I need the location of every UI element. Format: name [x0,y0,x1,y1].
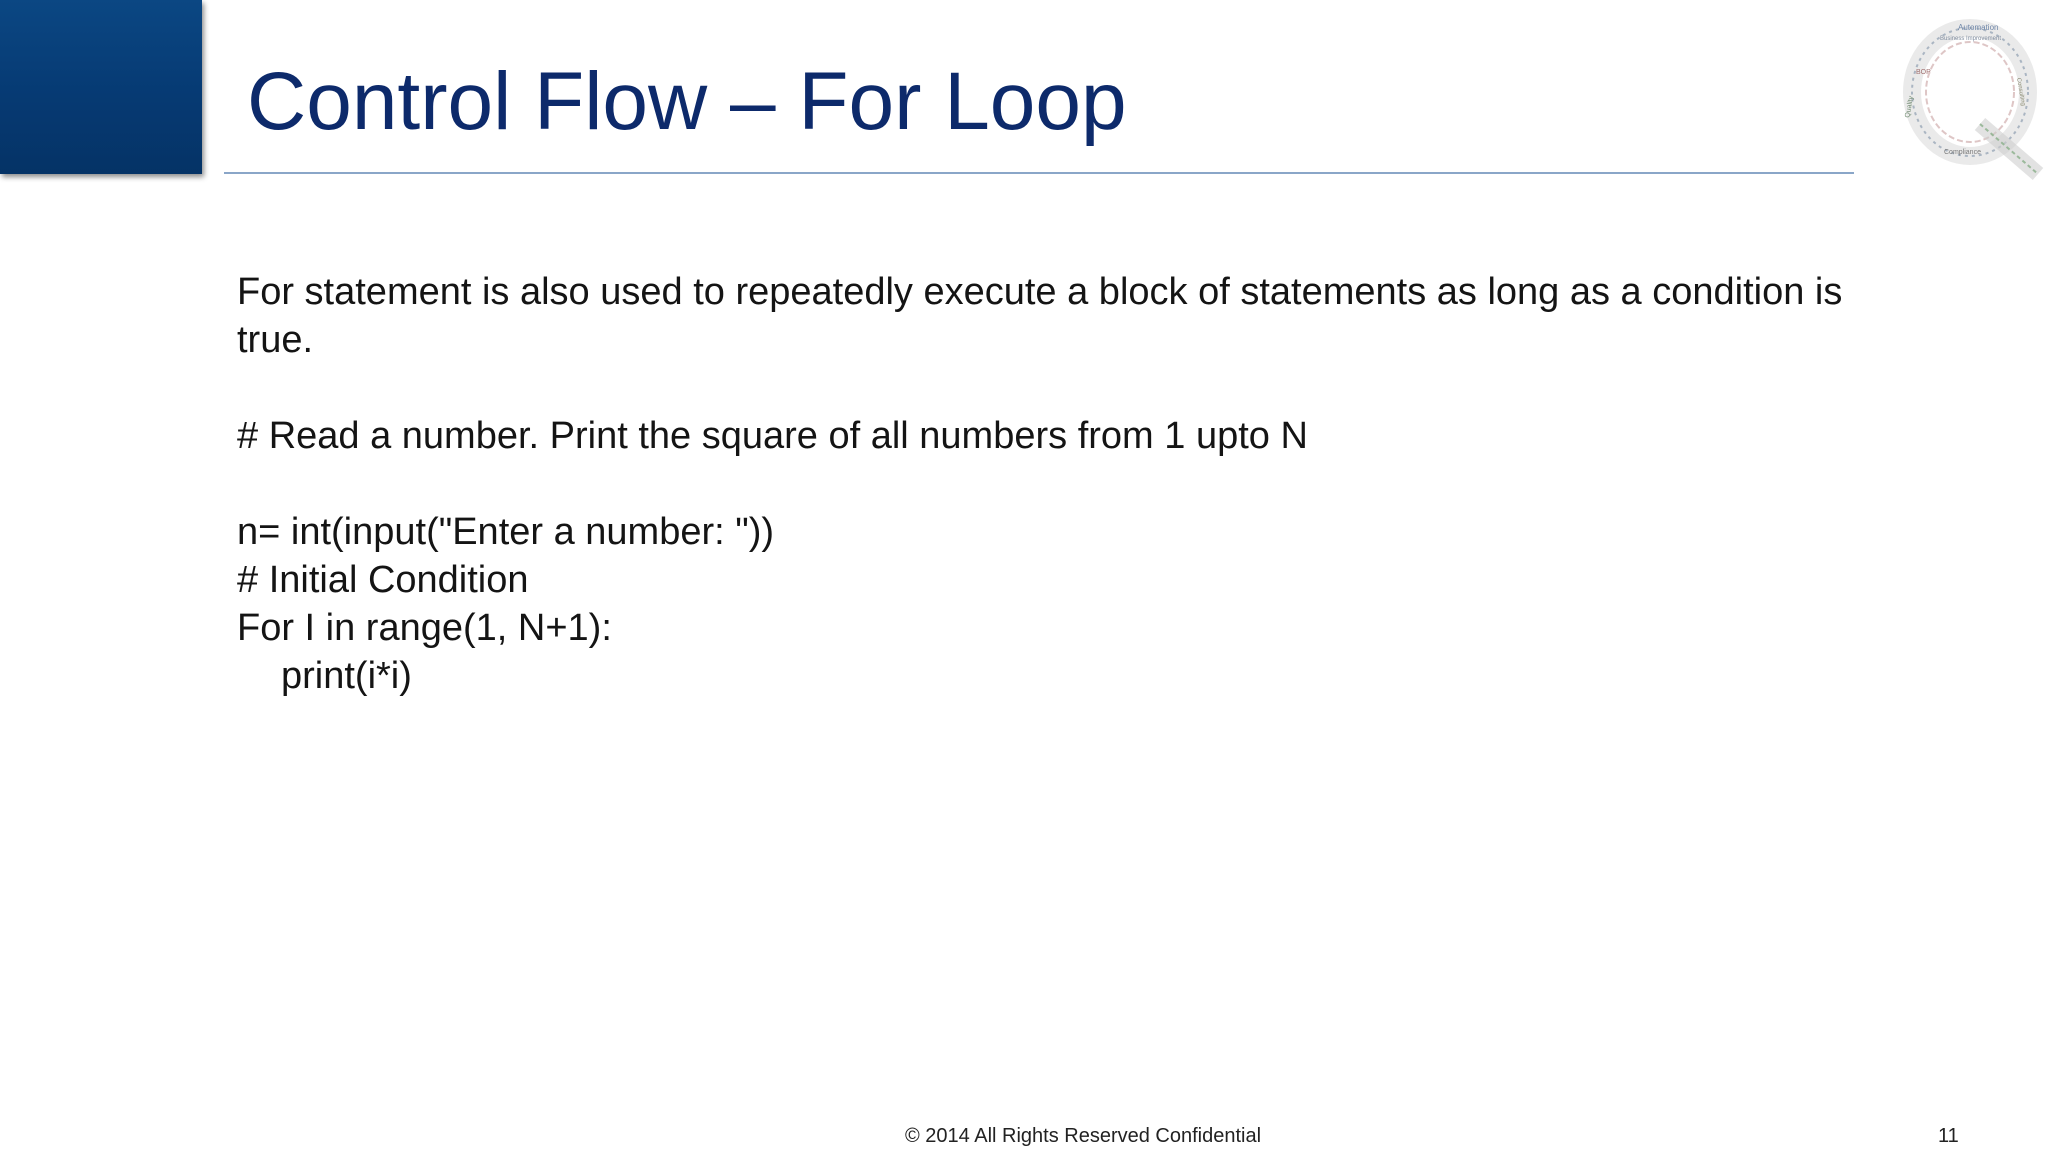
corner-accent-block [0,0,202,174]
footer-copyright: © 2014 All Rights Reserved Confidential [905,1125,1262,1147]
code-print-line: print(i*i) [281,655,412,697]
title-divider [224,172,1854,174]
code-input-line: n= int(input("Enter a number: ")) [237,511,775,553]
logo-word-1: Automation [1958,23,1999,32]
logo-word-3: Compliance [1944,149,1981,156]
code-comment-read: # Read a number. Print the square of all numbers from 1 upto N [237,415,1308,457]
code-comment-initial: # Initial Condition [237,559,529,601]
spacer [237,364,1937,412]
q-word-cloud-logo [1900,14,2048,184]
logo-word-4: BOP [1916,69,1931,76]
slide-body [237,268,1937,700]
logo-word-5: Quality [1904,95,1916,119]
slide-title: Control Flow – For Loop [247,56,1127,147]
spacer [237,460,1937,508]
logo-word-6: Consulting [2014,77,2026,107]
body-intro-line-1: For statement is also used to repeatedly execute a block of statements as long as a condition is [237,271,1843,313]
logo-word-2: Business Improvement [1940,36,2002,42]
code-for-line: For I in range(1, N+1): [237,607,612,649]
body-intro-line-2: true. [237,319,314,361]
page-number: 11 [1938,1125,1959,1147]
